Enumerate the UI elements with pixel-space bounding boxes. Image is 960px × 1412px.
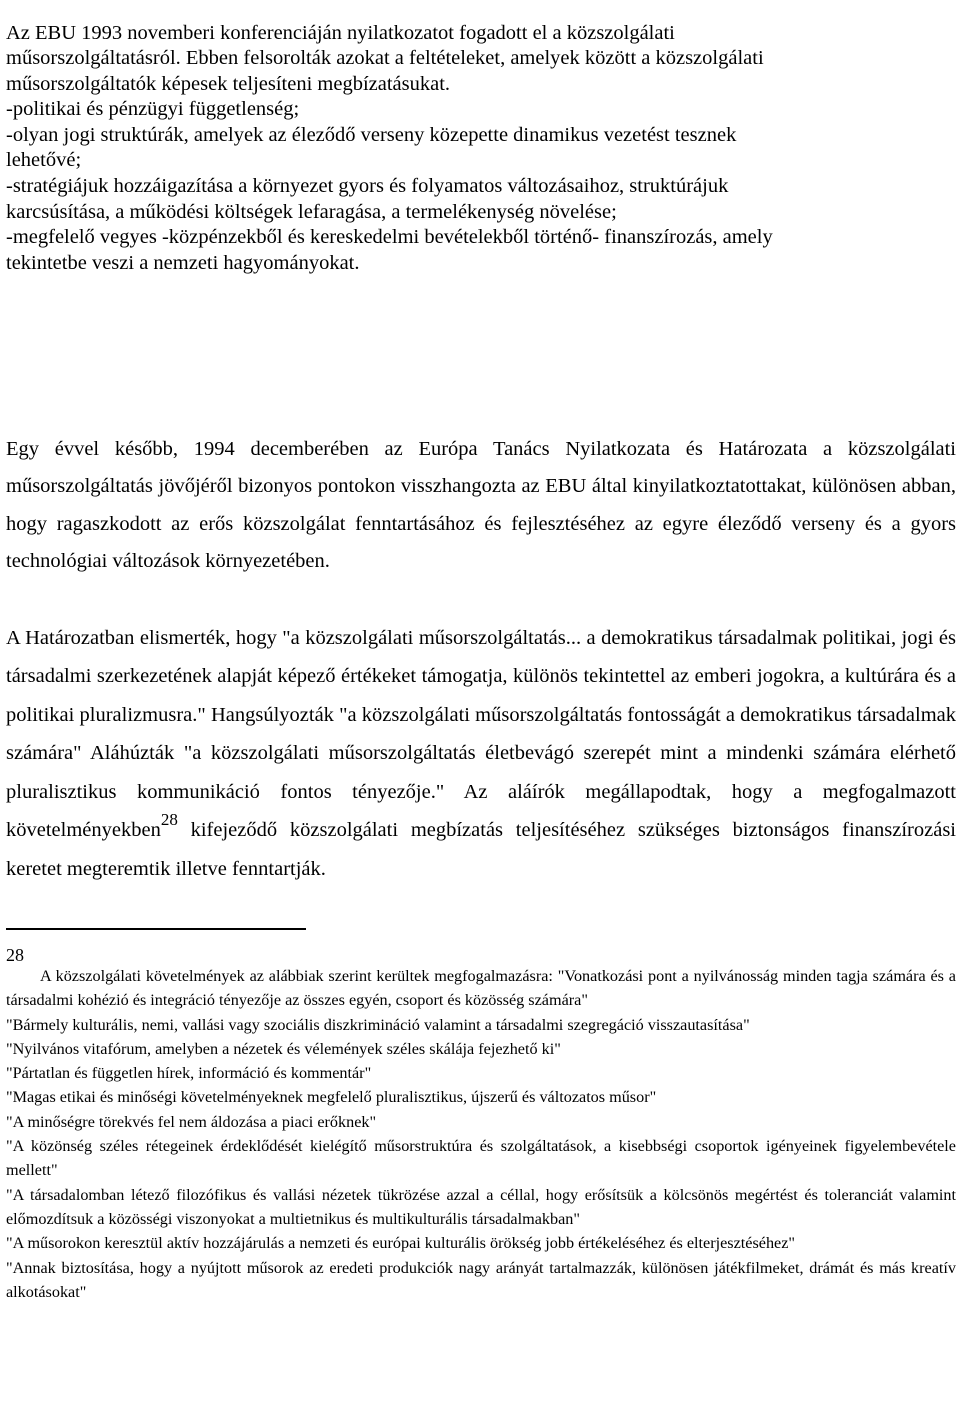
footnote-line: "Annak biztosítása, hogy a nyújtott műsorok az eredeti produkciók nagy arányát tartalmazzák, különösen játékfilmeket, drámát és más kreatív alkotásokat" (6, 1258, 956, 1301)
text-line: Az EBU 1993 novemberi konferenciáján nyilatkozatot fogadott el a közszolgálati (6, 21, 675, 44)
footnote-line: "A minőségre törekvés fel nem áldozása a piaci erőknek" (6, 1112, 377, 1131)
footnote-reference[interactable]: 28 (160, 810, 178, 830)
footnote-separator (6, 928, 306, 930)
paragraph-ebu-conditions (6, 21, 956, 277)
text-line: karcsúsítása, a működési költségek lefaragása, a termelékenység növelése; (6, 200, 617, 223)
resolution-text-end: kifejeződő közszolgálati megbízatás teljesítéséhez szükséges biztonságos finanszírozási keretet megteremtik illetve fenntartják. (6, 819, 956, 881)
footnote-body (6, 964, 956, 1304)
list-item-strategy: -stratégiájuk hozzáigazítása a környezet gyors és folyamatos változásaihoz, struktúrájuk (6, 175, 729, 198)
paragraph-resolution (6, 619, 956, 889)
footnote-line: "Magas etikai és minőségi követelményeknek megfelelő pluralisztikus, újszerű és változatos műsor" (6, 1088, 657, 1107)
footnote-line: "Nyilvános vitafórum, amelyben a nézetek és vélemények széles skálája fejezhető ki" (6, 1039, 561, 1058)
footnote-line: "Bármely kulturális, nemi, vallási vagy szociális diszkrimináció valamint a társadalmi szegregáció visszautasítása" (6, 1015, 750, 1034)
footnote-line: A közszolgálati követelmények az alábbiak szerint kerültek megfogalmazásra: "Vonatkozási pont a nyilvánosság minden tagja számára és a társadalmi kohézió és integráció tényezője az összes egyén, csoport és közösség számára" (6, 967, 956, 1010)
footnote-line: "A műsorokon keresztül aktív hozzájárulás a nemzeti és európai kulturális örökség jobb értékeléséhez és elterjesztéséhez" (6, 1234, 796, 1253)
footnote-number: 28 (6, 945, 24, 965)
text-line: műsorszolgáltatók képesek teljesíteni megbízatásukat. (6, 72, 451, 95)
footnote-line: "Pártatlan és független hírek, információ és kommentár" (6, 1064, 372, 1083)
paragraph-council-of-europe: Egy évvel később, 1994 decemberében az Európa Tanács Nyilatkozata és Határozata a közszolgálati műsorszolgáltatás jövőjéről bizonyos pontokon visszhangozta az EBU által kinyilatkoztatottakat, különösen abban, hogy ragaszkodott az erős közszolgálat fenntartásához és fejlesztéséhez az egyre éleződő verseny és a gyors technológiai változások környezetében. (6, 437, 956, 572)
list-item-independence: -politikai és pénzügyi függetlenség; (6, 98, 300, 121)
resolution-text: A Határozatban elismerték, hogy "a közszolgálati műsorszolgáltatás... a demokratikus társadalmak politikai, jogi és társadalmi szerkezetének alapját képező értékeket támogatja, különös tekintettel az emberi jogokra, a kultúrára és a politikai pluralizmusra." Hangsúlyozták "a közszolgálati műsorszolgáltatás fontosságát a demokratikus társadalmak számára" Aláhúzták "a közszolgálati műsorszolgáltatás életbevágó szerepét mint a mindenki számára elérhető pluralisztikus kommunikáció fontos tényezője." Az aláírók megállapodtak, hogy a megfogalmazott követelményekben (6, 626, 956, 842)
list-item-financing: -megfelelő vegyes -közpénzekből és kereskedelmi bevételekből történő- finanszírozás, amely (6, 226, 773, 249)
list-item-legal-structures: -olyan jogi struktúrák, amelyek az éleződő verseny közepette dinamikus vezetést tesznek (6, 123, 737, 146)
text-line: tekintetbe veszi a nemzeti hagyományokat. (6, 251, 360, 274)
footnote-line: "A társadalomban létező filozófikus és vallási nézetek tükrözése azzal a céllal, hogy erősítsük a kölcsönös megértést és toleranciát valamint előmozdítsuk a közösségi viszonyokat a multietnikus és multikulturális társadalmakban" (6, 1185, 956, 1228)
text-line: műsorszolgáltatásról. Ebben felsorolták azokat a feltételeket, amelyek között a közszolgálati (6, 47, 764, 70)
footnote-line: "A közönség széles rétegeinek érdeklődését kielégítő műsorstruktúra és szolgáltatások, a kisebbségi csoportok igényeinek figyelembevétele mellett" (6, 1137, 956, 1180)
text-line: lehetővé; (6, 149, 82, 172)
